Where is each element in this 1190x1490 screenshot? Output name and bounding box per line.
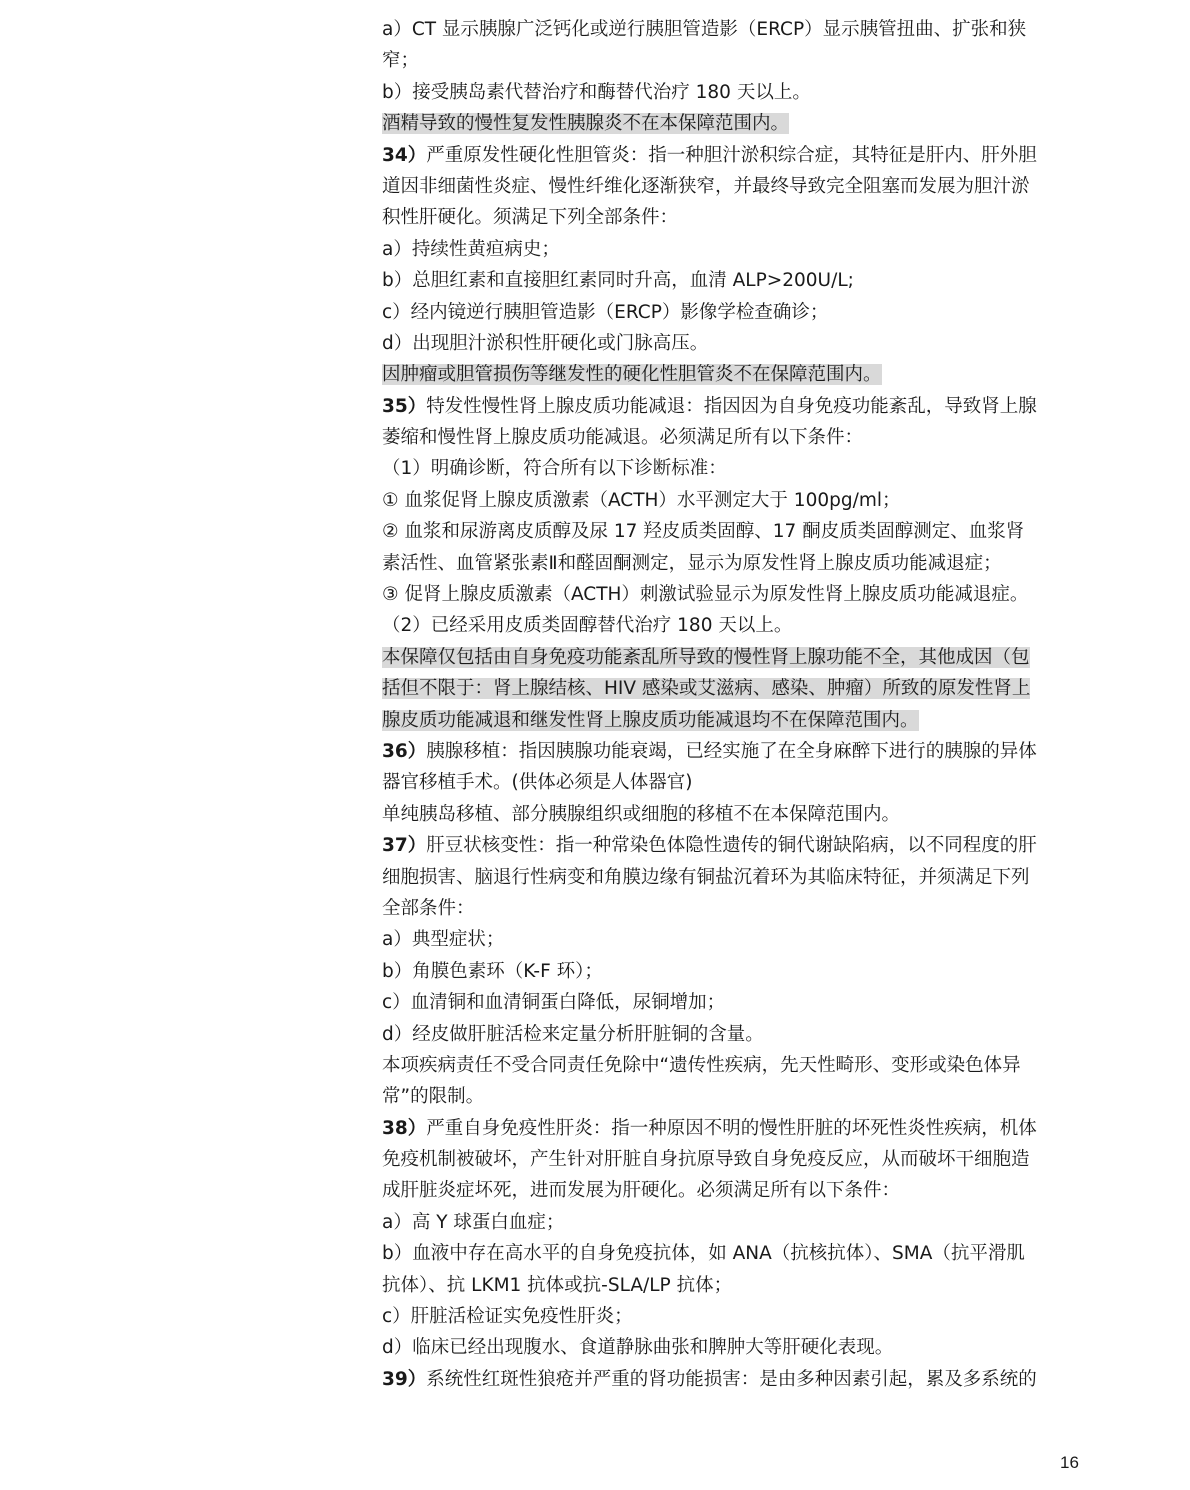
highlighted-text-line xyxy=(382,673,1114,704)
line-text: 免疫机制被破坏，产生针对肝脏自身抗原导致自身免疫反应，从而破坏干细胞造 xyxy=(382,1149,1030,1171)
highlighted-text-line xyxy=(382,705,1114,736)
section-number: 34） xyxy=(382,144,427,166)
line-text: 单纯胰岛移植、部分胰腺组织或细胞的移植不在本保障范围内。 xyxy=(382,803,901,825)
line-text: 胰腺移植：指因胰腺功能衰竭，已经实施了在全身麻醉下进行的胰腺的异体 xyxy=(426,740,1037,762)
text-line xyxy=(382,422,1114,453)
line-text: 系统性红斑性狼疮并严重的肾功能损害：是由多种因素引起，累及多系统的 xyxy=(426,1368,1037,1390)
line-text: 抗体）、抗 LKM1 抗体或抗-SLA/LP 抗体； xyxy=(382,1274,733,1296)
line-text: 成肝脏炎症坏死，进而发展为肝硬化。必须满足所有以下条件： xyxy=(382,1180,901,1202)
line-text: c）经内镜逆行胰胆管造影（ERCP）影像学检查确诊； xyxy=(382,301,829,323)
line-text: c）血清铜和血清铜蛋白降低，尿铜增加； xyxy=(382,992,726,1014)
line-text: 严重自身免疫性肝炎：指一种原因不明的慢性肝脏的坏死性炎性疾病，机体 xyxy=(426,1117,1037,1139)
highlighted-text-line xyxy=(382,642,1114,673)
section-number: 39） xyxy=(382,1368,427,1390)
text-line xyxy=(382,1332,1114,1363)
line-text: 素活性、血管紧张素Ⅱ和醛固酮测定，显示为原发性肾上腺皮质功能减退症； xyxy=(382,552,1002,574)
line-text: 肝豆状核变性：指一种常染色体隐性遗传的铜代谢缺陷病，以不同程度的肝 xyxy=(426,835,1037,857)
section-heading-line xyxy=(382,140,1114,171)
text-line xyxy=(382,77,1114,108)
line-text: b）总胆红素和直接胆红素同时升高，血清 ALP>200U/L; xyxy=(382,270,854,292)
section-heading-line xyxy=(382,736,1114,767)
text-line xyxy=(382,579,1114,610)
text-line xyxy=(382,1175,1114,1206)
section-heading-line xyxy=(382,830,1114,861)
line-text: 细胞损害、脑退行性病变和角膜边缘有铜盐沉着环为其临床特征，并须满足下列 xyxy=(382,866,1030,888)
text-line xyxy=(382,485,1114,516)
section-number: 38） xyxy=(382,1117,427,1139)
text-line xyxy=(382,548,1114,579)
line-text: ② 血浆和尿游离皮质醇及尿 17 羟皮质类固醇、17 酮皮质类固醇测定、血浆肾 xyxy=(382,521,1025,543)
text-line xyxy=(382,234,1114,265)
text-line xyxy=(382,799,1114,830)
text-line xyxy=(382,987,1114,1018)
line-text: 萎缩和慢性肾上腺皮质功能减退。必须满足所有以下条件： xyxy=(382,427,864,449)
line-text: a）CT 显示胰腺广泛钙化或逆行胰胆管造影（ERCP）显示胰管扭曲、扩张和狭 xyxy=(382,19,1027,40)
page-number: 16 xyxy=(1060,1453,1079,1472)
text-line xyxy=(382,767,1114,798)
text-line xyxy=(382,1238,1114,1269)
text-line xyxy=(382,862,1114,893)
text-line xyxy=(382,956,1114,987)
line-text: d）经皮做肝脏活检来定量分析肝脏铜的含量。 xyxy=(382,1023,764,1045)
line-text: 严重原发性硬化性胆管炎：指一种胆汁淤积综合症，其特征是肝内、肝外胆 xyxy=(426,144,1037,166)
section-heading-line xyxy=(382,391,1114,422)
section-heading-line xyxy=(382,1113,1114,1144)
highlighted-text-line xyxy=(382,359,1114,390)
line-text: （1）明确诊断，符合所有以下诊断标准： xyxy=(382,458,727,480)
text-line xyxy=(382,1050,1114,1081)
line-text: b）血液中存在高水平的自身免疫抗体，如 ANA（抗核抗体）、SMA（抗平滑肌 xyxy=(382,1243,1025,1265)
text-line xyxy=(382,328,1114,359)
text-line xyxy=(382,202,1114,233)
line-text: ① 血浆促肾上腺皮质激素（ACTH）水平测定大于 100pg/ml； xyxy=(382,489,901,511)
highlighted-text-line xyxy=(382,108,1114,139)
line-text: 全部条件： xyxy=(382,897,475,919)
line-text: 积性肝硬化。须满足下列全部条件： xyxy=(382,207,679,229)
line-text: 本保障仅包括由自身免疫功能紊乱所导致的慢性肾上腺功能不全，其他成因（包 xyxy=(382,646,1030,668)
text-line xyxy=(382,610,1114,641)
section-number: 35） xyxy=(382,395,427,417)
text-line xyxy=(382,453,1114,484)
line-text: （2）已经采用皮质类固醇替代治疗 180 天以上。 xyxy=(382,615,793,637)
line-text: a）高 Y 球蛋白血症； xyxy=(382,1211,565,1233)
line-text: c）肝脏活检证实免疫性肝炎； xyxy=(382,1306,633,1328)
section-number: 36） xyxy=(382,740,427,762)
text-line xyxy=(382,1019,1114,1050)
text-line xyxy=(382,14,1114,45)
line-text: 特发性慢性肾上腺皮质功能减退：指因因为自身免疫功能紊乱，导致肾上腺 xyxy=(426,395,1037,417)
text-line xyxy=(382,45,1114,76)
text-line xyxy=(382,516,1114,547)
text-line xyxy=(382,924,1114,955)
document-body xyxy=(382,14,1114,1395)
section-number: 37） xyxy=(382,835,427,857)
line-text: b）角膜色素环（K-F 环）； xyxy=(382,960,603,982)
line-text: 本项疾病责任不受合同责任免除中“遗传性疾病，先天性畸形、变形或染色体异 xyxy=(382,1054,1021,1076)
section-heading-line xyxy=(382,1364,1114,1395)
line-text: 腺皮质功能减退和继发性肾上腺皮质功能减退均不在保障范围内。 xyxy=(382,709,919,731)
line-text: a）典型症状； xyxy=(382,929,505,951)
line-text: d）临床已经出现腹水、食道静脉曲张和脾肿大等肝硬化表现。 xyxy=(382,1337,894,1359)
text-line xyxy=(382,171,1114,202)
line-text: b）接受胰岛素代替治疗和酶替代治疗 180 天以上。 xyxy=(382,81,811,103)
line-text: 因肿瘤或胆管损伤等继发性的硬化性胆管炎不在保障范围内。 xyxy=(382,364,882,386)
line-text: a）持续性黄疸病史； xyxy=(382,238,560,260)
line-text: 窄； xyxy=(382,50,420,72)
text-line xyxy=(382,1144,1114,1175)
text-line xyxy=(382,1081,1114,1112)
text-line xyxy=(382,297,1114,328)
line-text: 道因非细菌性炎症、慢性纤维化逐渐狭窄，并最终导致完全阻塞而发展为胆汁淤 xyxy=(382,175,1030,197)
text-line xyxy=(382,265,1114,296)
text-line xyxy=(382,1207,1114,1238)
line-text: d）出现胆汁淤积性肝硬化或门脉高压。 xyxy=(382,332,709,354)
line-text: 器官移植手术。(供体必须是人体器官) xyxy=(382,772,693,794)
text-line xyxy=(382,1301,1114,1332)
line-text: 常”的限制。 xyxy=(382,1086,485,1108)
line-text: ③ 促肾上腺皮质激素（ACTH）刺激试验显示为原发性肾上腺皮质功能减退症。 xyxy=(382,584,1029,606)
text-line xyxy=(382,893,1114,924)
text-line xyxy=(382,1270,1114,1301)
line-text: 酒精导致的慢性复发性胰腺炎不在本保障范围内。 xyxy=(382,113,790,135)
line-text: 括但不限于：肾上腺结核、HIV 感染或艾滋病、感染、肿瘤）所致的原发性肾上 xyxy=(382,678,1031,700)
